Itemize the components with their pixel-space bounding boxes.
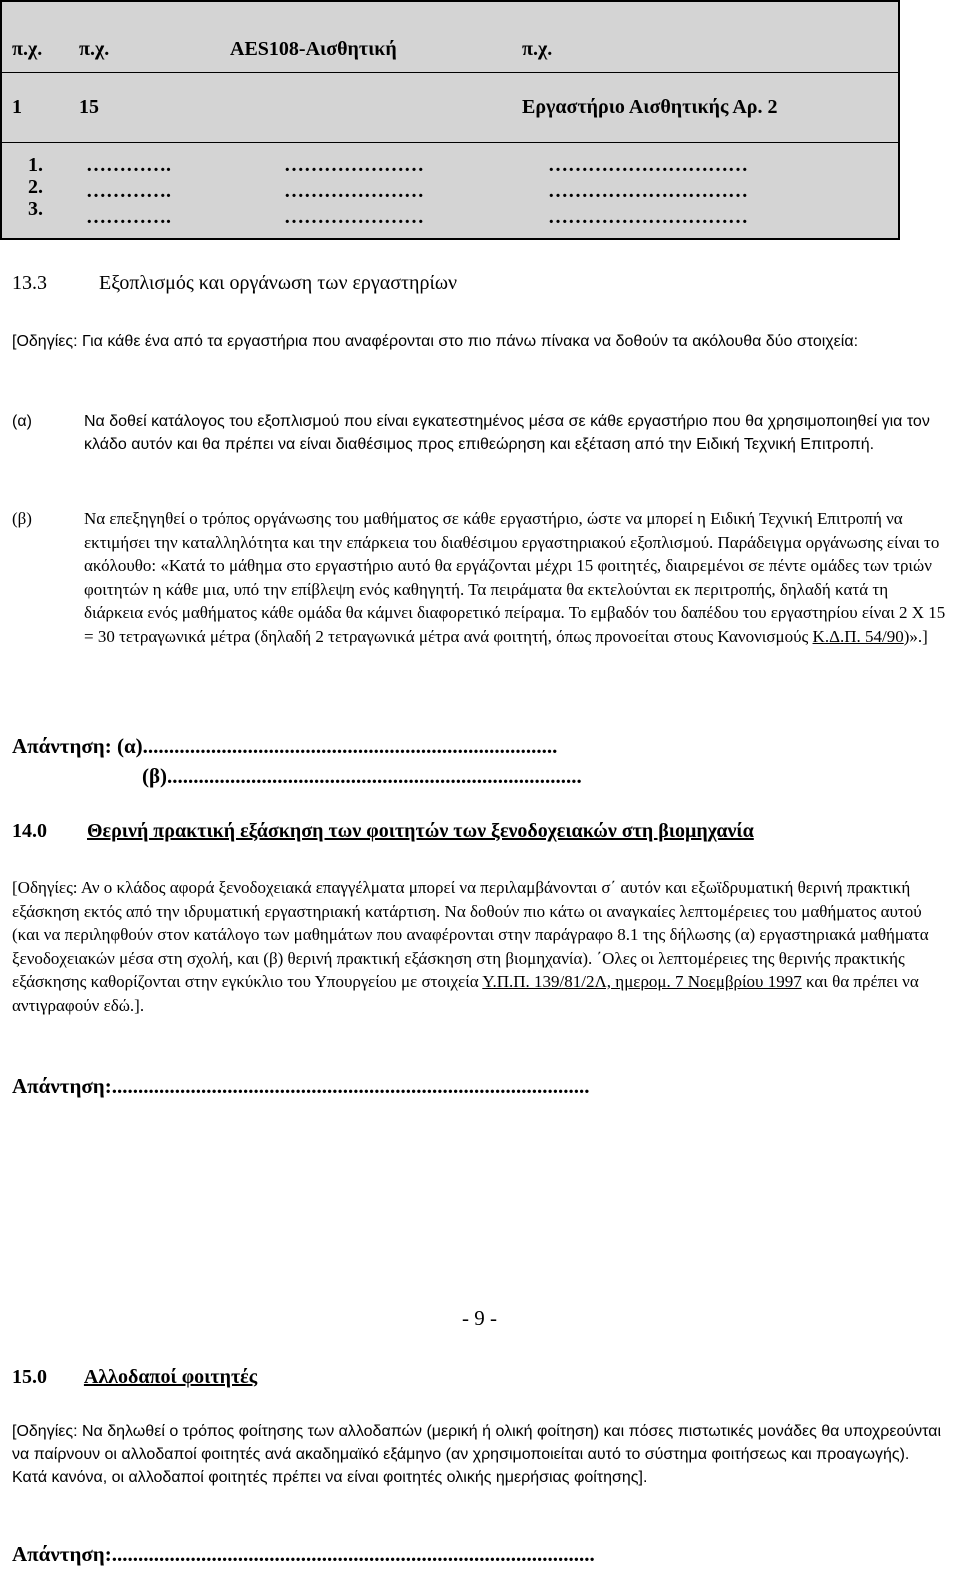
- table-cell: AES108-Αισθητική: [230, 38, 397, 60]
- section-14-heading: [12, 820, 754, 843]
- regulation-reference: Κ.Δ.Π. 54/90: [812, 626, 904, 646]
- section-number: 14.0: [12, 820, 47, 842]
- dotted-placeholder: …………………: [284, 180, 424, 202]
- item-b-text: [84, 507, 946, 648]
- programme-table: [0, 0, 900, 240]
- table-cell: 15: [79, 96, 99, 118]
- section-title: Εξοπλισμός και οργάνωση των εργαστηρίων: [99, 272, 458, 294]
- section-14-text: [Οδηγίες: Αν ο κλάδος αφορά ξενοδοχειακά επαγγέλματα μπορεί να περιλαμβάνονται σ΄ αυτόν και εξωϊδρυματική θερινή πρακτική εξάσκηση εκτός από την ιδρυματική εργαστηριακή κατάρτιση. Να δοθούν πιο κάτω οι αναγκαίες λεπτομέρειες του μαθήματος αυτού (και να περιληφθούν στον κατάλογο των μαθημάτων που αναφέρονται στην παράγραφο 8.1 της δήλωσης (α) εργαστηριακά μαθήματα ξενοδοχειακών μέσα στη σχολή, και (β) θερινή πρακτική εξάσκηση στη βιομηχανία). ΄Ολες οι λεπτομέρειες της θερινής πρακτικής εξάσκησης καθορίζονται στην εγκύκλιο του Υπουργείου με στοιχεία: [12, 878, 929, 991]
- item-a-label: (α): [12, 413, 32, 430]
- section-title: Αλλοδαποί φοιτητές: [83, 1366, 258, 1388]
- table-cell: π.χ.: [79, 38, 110, 60]
- dotted-placeholder: ………….: [86, 206, 171, 228]
- dotted-placeholder: …………………: [284, 206, 424, 228]
- section-number: 13.3: [12, 272, 47, 294]
- table-row-number: 3.: [28, 198, 43, 220]
- table-cell: π.χ.: [12, 38, 43, 60]
- page-number: - 9 -: [462, 1306, 497, 1330]
- section-13-3-instructions: [Οδηγίες: Για κάθε ένα από τα εργαστήρια που αναφέρονται στο πιο πάνω πίνακα να δοθούν τα ακόλουθα δύο στοιχεία:: [12, 333, 859, 350]
- answer-a: Απάντηση: (α)...............................................................................: [12, 734, 558, 758]
- item-b-end: )».]: [903, 626, 928, 646]
- dotted-placeholder: …………………………: [548, 180, 748, 202]
- section-14-text-end: και θα πρέπει να αντιγραφούν εδώ.].: [12, 972, 919, 1015]
- table-row-divider: [2, 72, 898, 73]
- item-a-text: Να δοθεί κατάλογος του εξοπλισμού που είναι εγκατεστημένος μέσα σε κάθε εργαστήριο που θα χρησιμοποιηθεί για τον κλάδο αυτόν και θα πρέπει να είναι διαθέσιμος προς επιθεώρηση και εξέταση από την Ειδική Τεχνική Επιτροπή.: [84, 413, 930, 453]
- table-cell: π.χ.: [522, 38, 553, 60]
- section-14-instructions: [12, 876, 952, 1017]
- item-b-example: Παράδειγμα οργάνωσης είναι το ακόλουθο: «Κατά το μάθημα στο εργαστήριο αυτό θα εργάζονται μέχρι 15 φοιτητές, διαιρεμένοι σε πέντε ομάδες των τριών φοιτητών η κάθε μια, υπό την επίβλεψη ενός καθηγητή. Τα πειράματα θα εκτελούνται εκ περιτροπής, δηλαδή κατά τη διάρκεια ενός μαθήματος κάθε ομάδα θα κάμνει διαφορετικό πείραμα. Το εμβαδόν του δαπέδου του εργαστηρίου είναι 2 Χ 15 = 30 τετραγωνικά μέτρα (δηλαδή 2 τετραγωνικά μέτρα ανά φοιτητή, όπως προνοείται στους Κανονισμούς: [84, 532, 946, 646]
- section-15-instructions: [Οδηγίες: Να δηλωθεί ο τρόπος φοίτησης των αλλοδαπών (μερική ή ολική φοίτηση) και πόσες πιστωτικές μονάδες θα υποχρεούνται να παίρνουν οι αλλοδαποί φοιτητές ανά ακαδημαϊκό εξάμηνο (αν χρησιμοποιείται αυτό το σύστημα φοιτήσεως και προαγωγής). Κατά κανόνα, οι αλλοδαποί φοιτητές πρέπει να είναι φοιτητές ολικής ημερήσιας φοίτησης].: [12, 1423, 942, 1486]
- item-b-label: (β): [12, 509, 32, 528]
- section-number: 15.0: [12, 1366, 47, 1388]
- table-row-number: 2.: [28, 176, 43, 198]
- section-15-heading: [12, 1366, 257, 1389]
- item-b-description: Να επεξηγηθεί ο τρόπος οργάνωσης του μαθήματος σε κάθε εργαστήριο, ώστε να μπορεί η Ειδική Τεχνική Επιτροπή να εκτιμήσει την καταλληλότητα και την επάρκεια του διαθέσιμου εργαστηριακού εξοπλισμού.: [84, 509, 903, 552]
- section-title: Θερινή πρακτική εξάσκηση των φοιτητών των ξενοδοχειακών στη βιομηχανία: [87, 820, 754, 842]
- table-cell-dots: [86, 152, 171, 230]
- section-13-3-heading: [12, 272, 457, 295]
- dotted-placeholder: ………….: [86, 154, 171, 176]
- table-cell: 1: [12, 96, 22, 118]
- answer-14: Απάντηση:...........................................................................................: [12, 1074, 590, 1098]
- table-cell-dots: [548, 152, 748, 230]
- table-row-number: 1.: [28, 154, 43, 176]
- dotted-placeholder: …………………………: [548, 206, 748, 228]
- table-cell-numbers: [28, 154, 43, 220]
- answer-15: Απάντηση:............................................................................................: [12, 1542, 595, 1566]
- dotted-placeholder: …………………………: [548, 154, 748, 176]
- table-cell: Εργαστήριο Αισθητικής Αρ. 2: [522, 96, 778, 118]
- table-cell-dots: [284, 152, 424, 230]
- dotted-placeholder: …………………: [284, 154, 424, 176]
- circular-reference: Υ.Π.Π. 139/81/2Λ, ημερομ. 7 Νοεμβρίου 1997: [482, 972, 802, 991]
- dotted-placeholder: ………….: [86, 180, 171, 202]
- table-row-divider: [2, 142, 898, 143]
- answer-b: (β)...............................................................................: [142, 764, 582, 788]
